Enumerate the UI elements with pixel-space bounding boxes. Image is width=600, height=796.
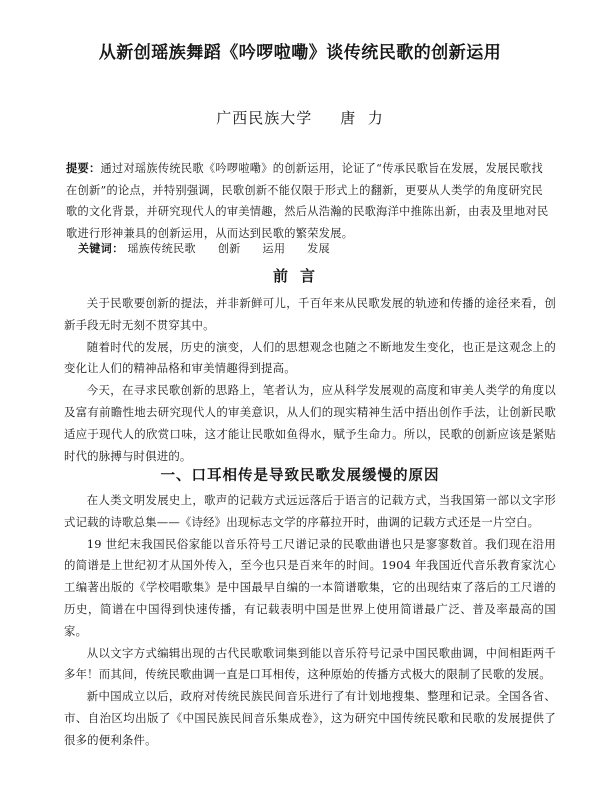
- keywords: [78, 240, 558, 256]
- keywords-label: 关键词：: [78, 242, 124, 255]
- paper-title: 从新创瑶族舞蹈《吟啰啦嘞》谈传统民歌的创新运用: [98, 43, 502, 63]
- paragraph: 今天，在寻求民歌创新的思路上，笔者认为，应从科学发展观的高度和审美人类学的角度以及富有前瞻性地去研究现代人的审美意识，从人们的现实精神生活中捂出创作手法，让创新民歌适应于现代人的欣赏口味，这才能让民歌如鱼得水，赋予生命力。所以，民歌的创新应该是紧贴时代的脉搏与时俱进的。: [64, 383, 556, 463]
- keyword: 瑶族传统民歌: [127, 242, 196, 255]
- keyword: 创新: [217, 242, 241, 255]
- author-name: 唐 力: [340, 109, 384, 127]
- paragraph: 新中国成立以后，政府对传统民族民间音乐进行了有计划地搜集、整理和记录。全国各省、市、自治区均出版了《中国民族民间音乐集成卷》，这为研究中国传统民歌和民歌的发展提供了很多的便利条件。: [64, 689, 556, 747]
- abstract: [66, 158, 552, 244]
- paragraph: 随着时代的发展，历史的演变，人们的思想观念也随之不断地发生变化，也正是这观念上的变化让人们的精神品格和审美情趣得到提高。: [64, 339, 556, 376]
- affiliation: 广西民族大学: [216, 109, 313, 127]
- keyword: 发展: [307, 242, 331, 255]
- paragraph: 在人类文明发展史上，歌声的记载方式远远落后于语言的记载方式，当我国第一部以文字形式记载的诗歌总集——《诗经》出现标志文学的序幕拉开时，曲调的记载方式还是一片空白。: [64, 493, 556, 529]
- section-heading-preface: 前言: [272, 267, 327, 285]
- abstract-label: 提要：: [66, 161, 101, 175]
- preface-body: [64, 293, 556, 467]
- section-heading-one: 一、口耳相传是导致民歌发展缓慢的原因: [160, 468, 440, 484]
- author-line: [0, 107, 600, 128]
- paragraph: 从以文字方式编辑出现的古代民歌歌词集到能以音乐符号记录中国民歌曲调，中间相距两千多年！而其间，传统民歌曲调一直是口耳相传，这种原始的传播方式极大的限制了民歌的发展。: [64, 645, 556, 682]
- section-one-body: [64, 490, 556, 752]
- abstract-text: 通过对瑶族传统民歌《吟啰啦嘞》的创新运用，论证了“传承民歌旨在发展，发展民歌找在创新”的论点，并特别强调，民歌创新不能仅限于形式上的翻新，更要从人类学的角度研究民歌的文化背景，并研究现代人的审美情趣，然后从浩瀚的民歌海洋中推陈出新，由表及里地对民歌进行形神兼具的创新运用，从而达到民歌的繁荣发展。: [66, 162, 549, 240]
- keyword: 运用: [262, 242, 286, 255]
- paragraph: 19 世纪末我国民俗家能以音乐符号工尺谱记录的民歌曲谱也只是寥寥数首。我们现在沿用的简谱是上世纪初才从国外传入，至今也只是百来年的时间。1904 年我国近代音乐教育家沈心工编著出版的《学校唱歌集》是中国最早自编的一本简谱歌集，它的出现结束了落后的工尺谱的历史，简谱在中国得到快速传播，有记载表明中国是世界上使用简谱最广泛、普及率最高的国家。: [64, 536, 556, 638]
- paragraph: 关于民歌要创新的提法，并非新鲜可儿，千百年来从民歌发展的轨迹和传播的途径来看，创新手段无时无刻不贯穿其中。: [64, 296, 556, 332]
